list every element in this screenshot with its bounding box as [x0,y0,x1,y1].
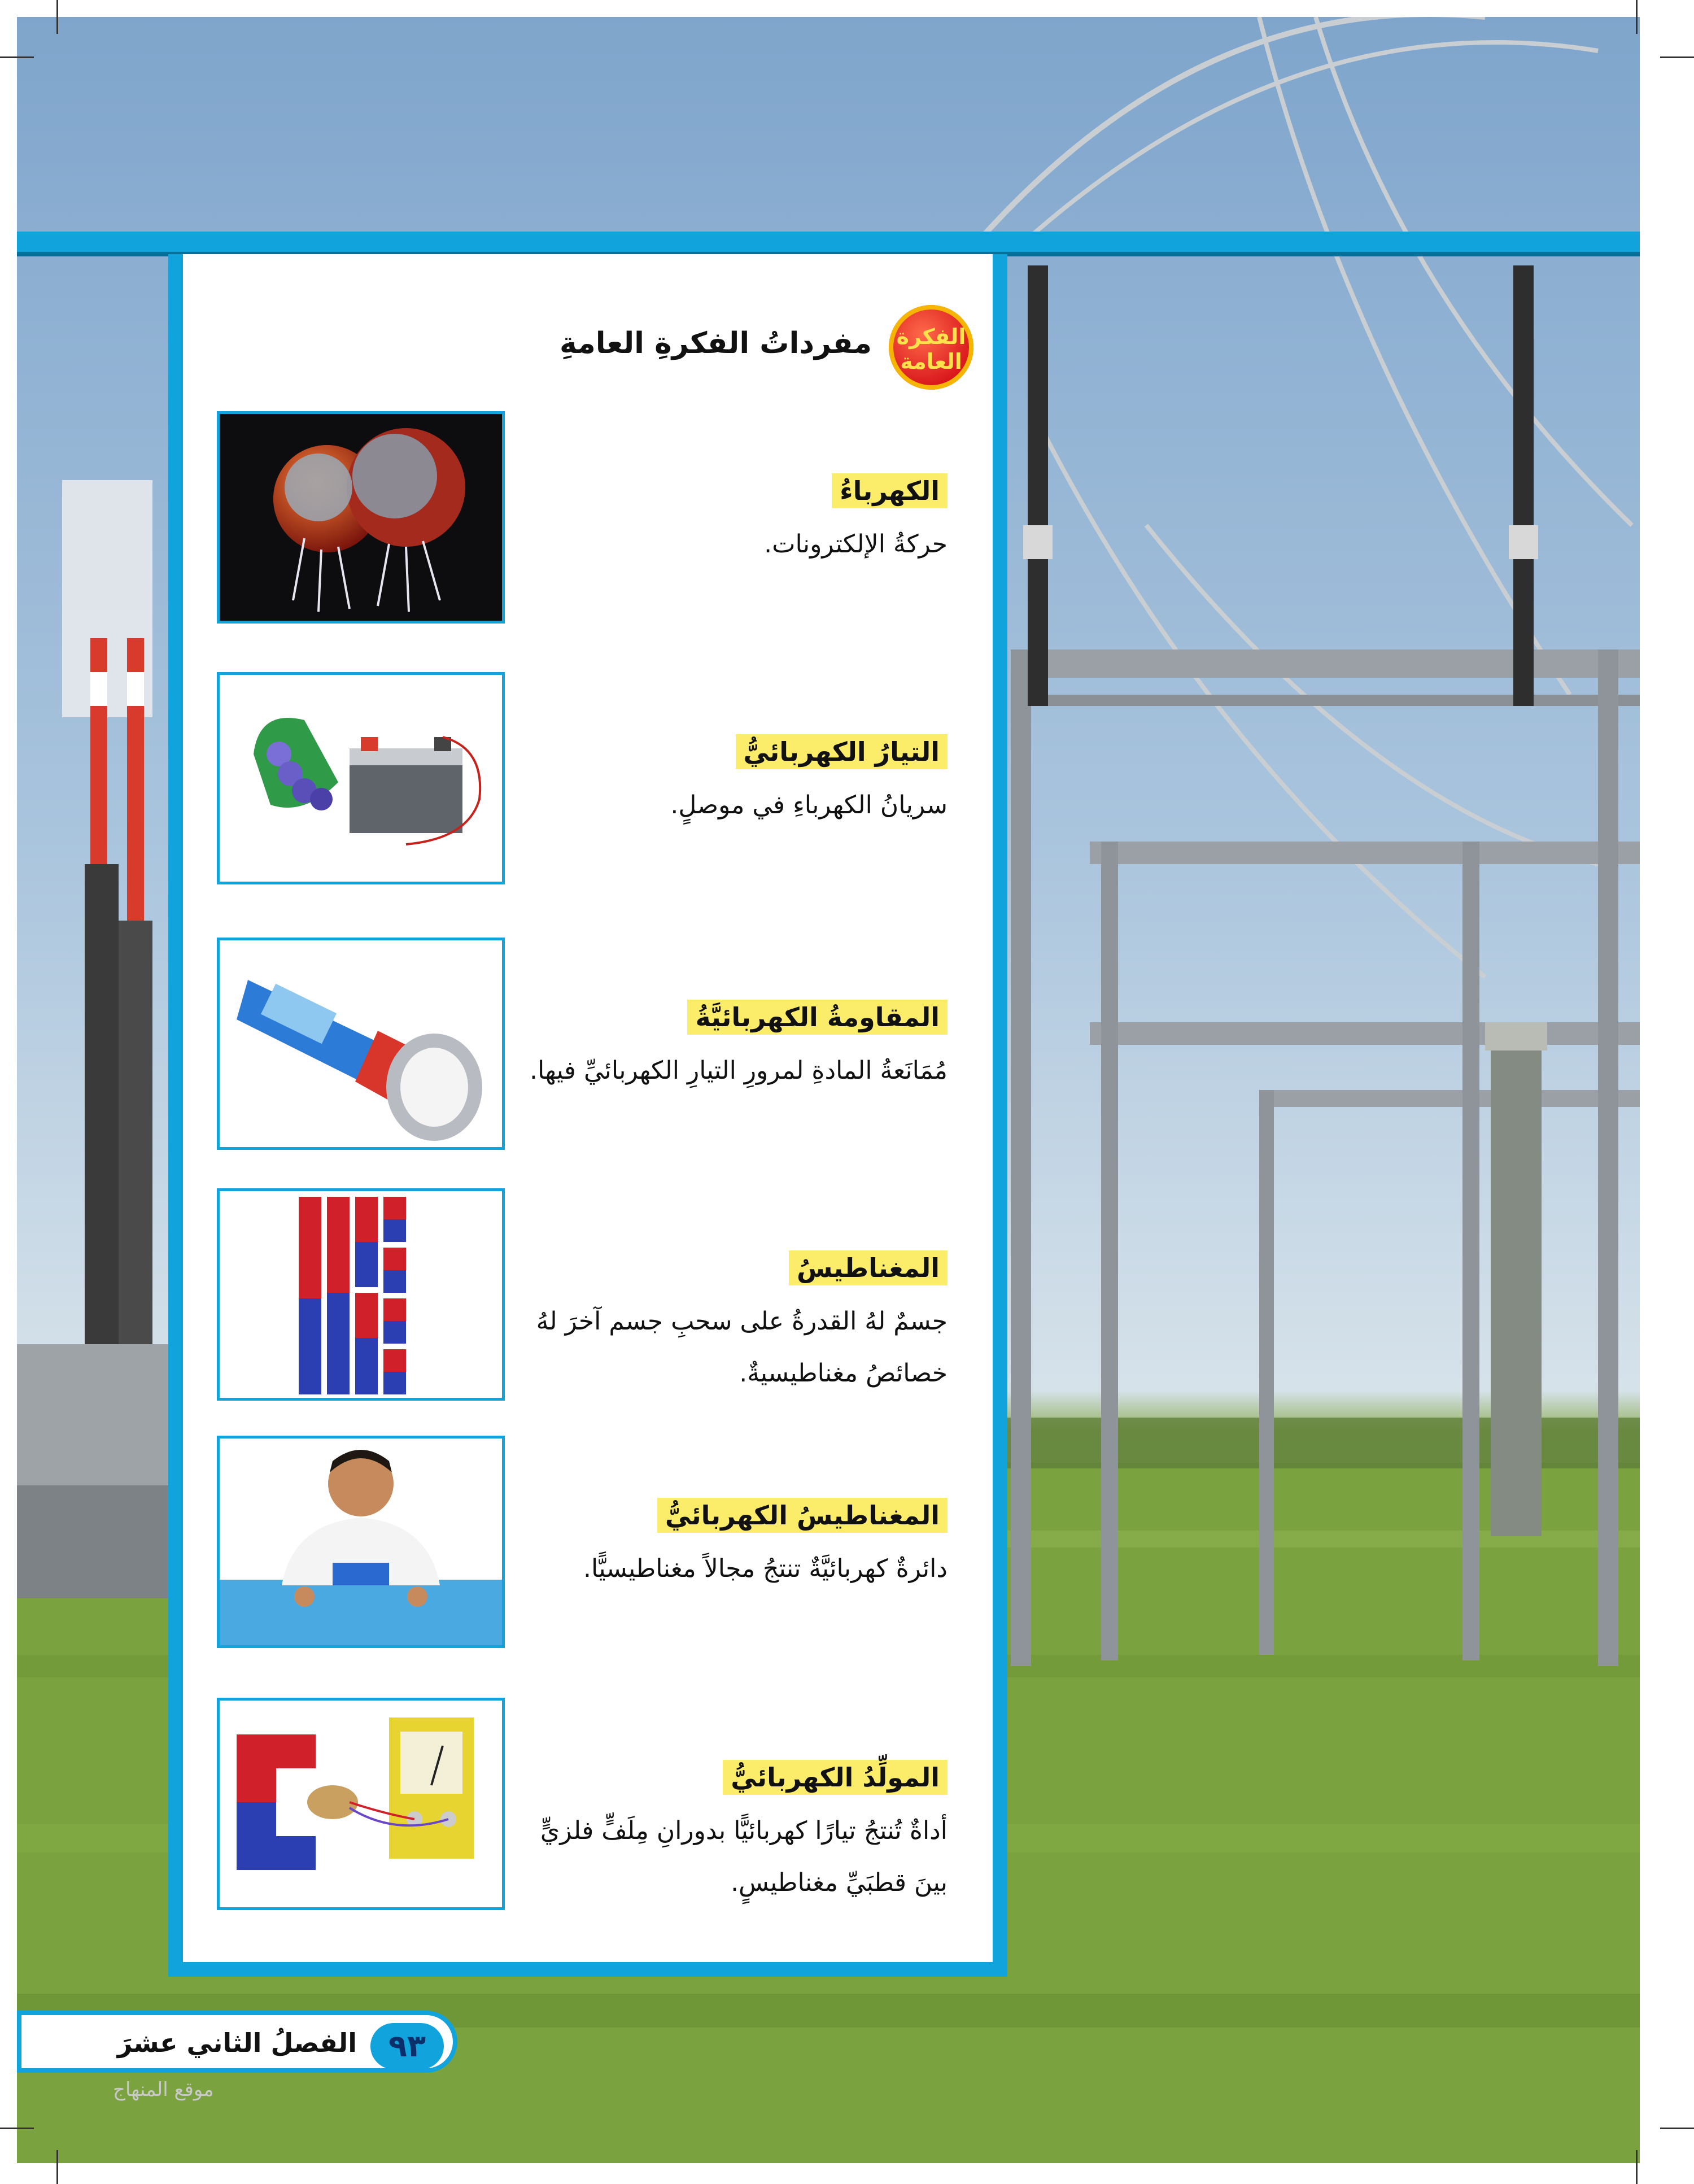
term-definition: أداةٌ تُنتجُ تيارًا كهربائيًّا بدورانِ مِلَفٍّ فلزيٍّ بينَ قطبَيِّ مغناطيسٍ. [540,1816,948,1897]
vocab-entry [183,1436,993,1656]
term-definition: دائرةٌ كهربائيَّةٌ تنتجُ مجالاً مغناطيسيًّا. [583,1554,948,1583]
term-label: المقاومةُ الكهربائيَّةُ [687,1000,948,1035]
big-idea-badge [889,305,973,390]
student-experiment-image [217,1436,505,1648]
term-label: المولِّدُ الكهربائيُّ [723,1760,948,1795]
crop-mark [56,2150,58,2184]
vocab-entry [183,1698,993,1918]
student-experiment-illustration [220,1438,502,1645]
term-label: المغناطيسُ الكهربائيُّ [657,1498,948,1533]
term-definition: مُمَانَعةُ المادةِ لمرورِ التيارِ الكهربائيِّ فيها. [529,1056,948,1085]
plasma-spheres-image [217,411,505,624]
battery-illustration [220,675,502,882]
crop-mark [56,0,58,34]
vocab-entry [183,1188,993,1409]
top-band [17,232,1640,252]
vocab-entry [183,411,993,631]
term-label: التيارُ الكهربائيُّ [736,734,948,769]
bar-magnets-image [217,1188,505,1401]
flashlight-illustration [220,940,502,1147]
term-definition: سريانُ الكهرباءِ في موصلٍ. [670,791,948,819]
crop-mark [1636,2150,1638,2184]
page-number: ٩٣ [370,2023,444,2069]
generator-image [217,1698,505,1910]
crop-mark [0,56,34,58]
flashlight-image [217,938,505,1150]
page-footer [17,2011,457,2101]
term-definition: حركةُ الإلكترونات. [764,530,948,559]
crop-mark [0,2128,34,2129]
generator-illustration [220,1701,502,1907]
vocab-entry [183,938,993,1158]
crop-mark [1660,2128,1694,2129]
panel-title: مفرداتُ الفكرةِ العامةِ [560,326,872,360]
footer-bar [17,2011,457,2073]
crop-mark [1660,56,1694,58]
bar-magnets-illustration [220,1191,502,1398]
term-definition: جسمٌ لهُ القدرةُ على سحبِ جسم آخرَ لهُ خصائصُ مغناطيسيةٌ. [536,1307,948,1388]
crop-mark [1636,0,1638,34]
badge-text: الفكرة العامة [896,324,966,374]
vocabulary-panel [168,254,1007,1977]
panel-header [533,305,973,390]
term-label: الكهرباءُ [832,473,948,508]
term-label: المغناطيسُ [789,1250,948,1285]
chapter-label: الفصلُ الثاني عشرَ [117,2028,357,2058]
watermark: موقع المنهاج [113,2078,214,2101]
battery-current-image [217,672,505,884]
plasma-spheres-illustration [220,414,502,621]
vocab-entry [183,672,993,892]
